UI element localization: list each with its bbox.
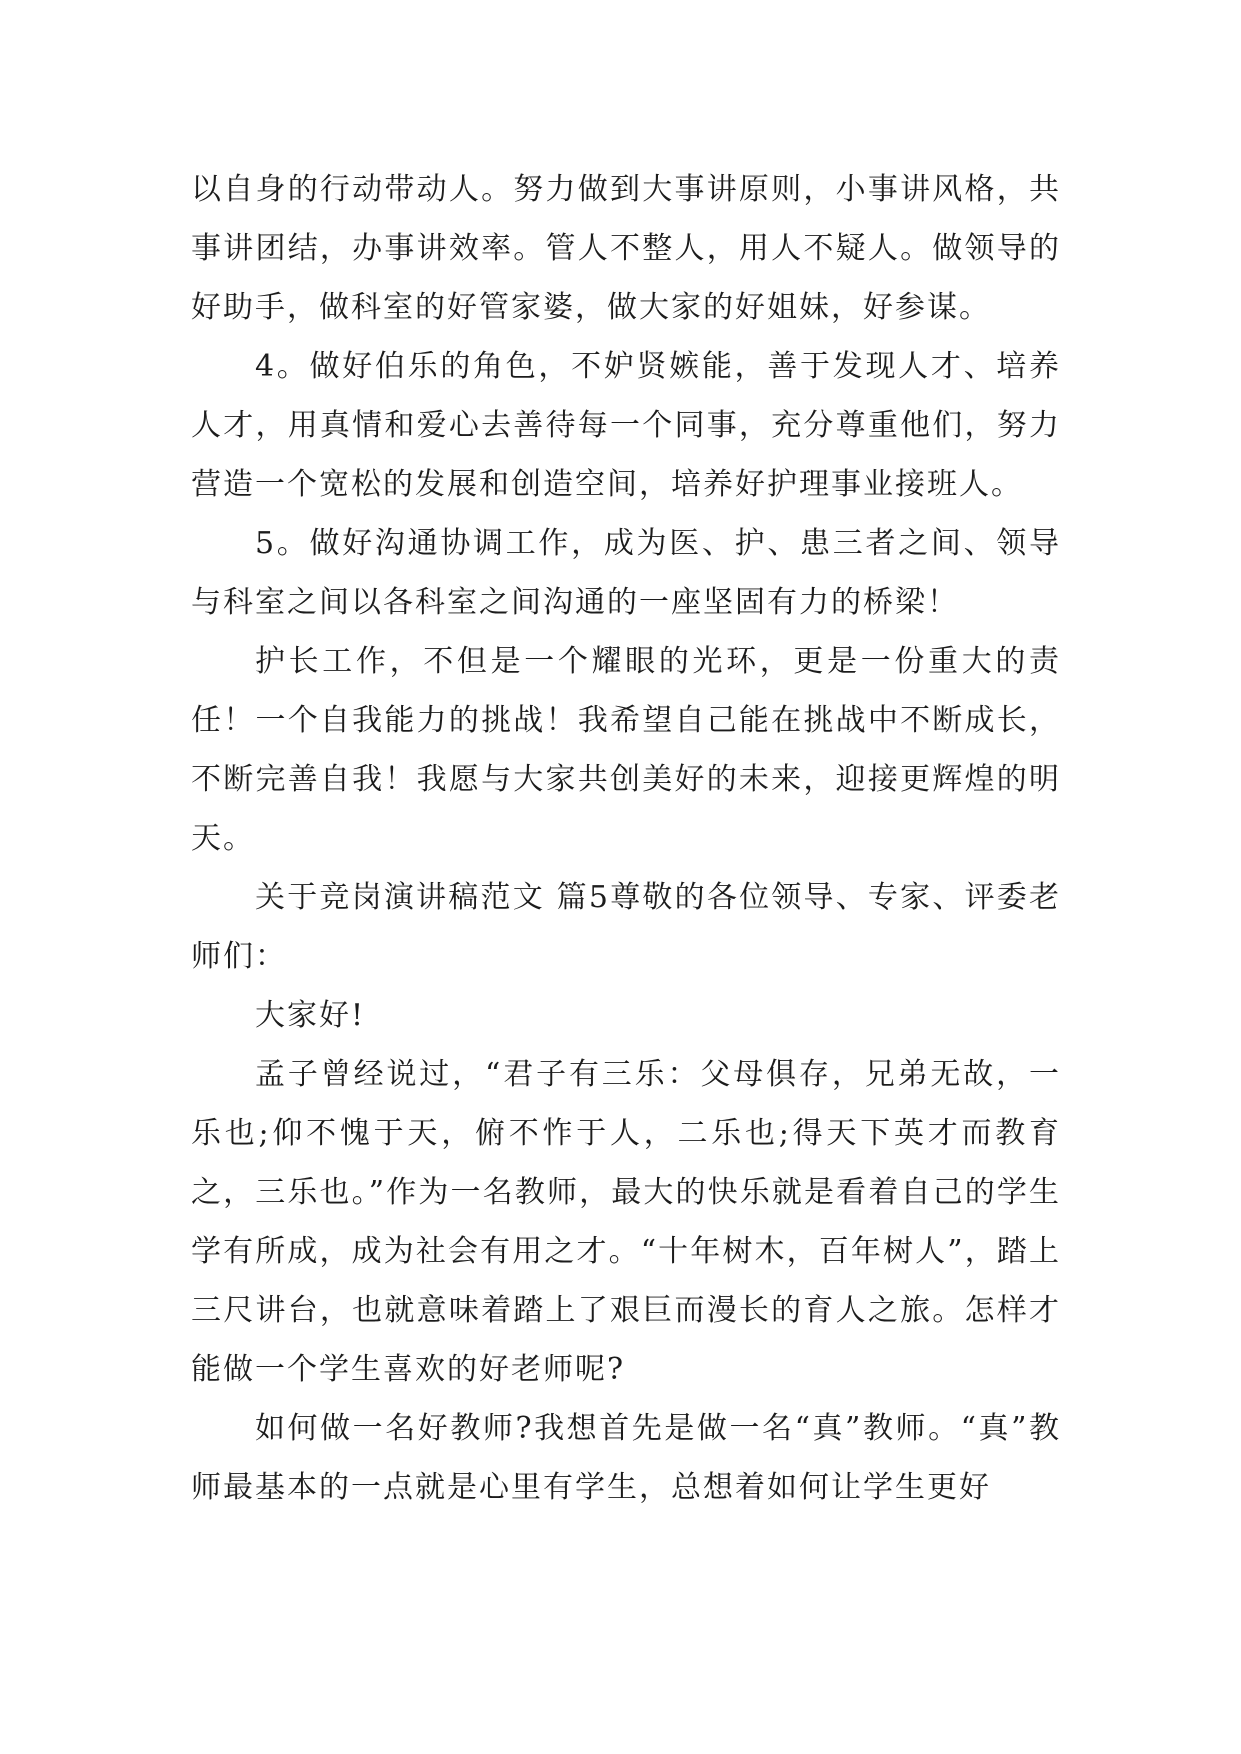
paragraph-head-nurse-conclusion: 护长工作，不但是一个耀眼的光环，更是一份重大的责任！一个自我能力的挑战！我希望自己能在挑战中不断成长，不断完善自我！我愿与大家共创美好的未来，迎接更辉煌的明天。	[191, 644, 1061, 856]
paragraph-point-4: 4。做好伯乐的角色，不妒贤嫉能，善于发现人才、培养人才，用真情和爱心去善待每一个同事，充分尊重他们，努力营造一个宽松的发展和创造空间，培养好护理事业接班人。	[191, 349, 1061, 502]
paragraph-mencius-quote: 孟子曾经说过，“君子有三乐：父母俱存，兄弟无故，一乐也;仰不愧于天，俯不怍于人，二乐也;得天下英才而教育之，三乐也。”作为一名教师，最大的快乐就是看着自己的学生学有所成，成为社会有用之才。“十年树木，百年树人”，踏上三尺讲台，也就意味着踏上了艰巨而漫长的育人之旅。怎样才能做一个学生喜欢的好老师呢?	[191, 1057, 1061, 1387]
paragraph-leadership-conduct: 以自身的行动带动人。努力做到大事讲原则，小事讲风格，共事讲团结，办事讲效率。管人不整人，用人不疑人。做领导的好助手，做科室的好管家婆，做大家的好姐妹，好参谋。	[191, 172, 1061, 325]
document-body	[191, 160, 1061, 1517]
paragraph-good-teacher: 如何做一名好教师?我想首先是做一名“真”教师。“真”教师最基本的一点就是心里有学生，总想着如何让学生更好	[191, 1411, 1061, 1505]
paragraph-point-5: 5。做好沟通协调工作，成为医、护、患三者之间、领导与科室之间以各科室之间沟通的一座坚固有力的桥梁！	[191, 526, 1061, 620]
paragraph-greeting: 大家好!	[255, 998, 366, 1033]
paragraph-speech-5-heading: 关于竞岗演讲稿范文 篇5尊敬的各位领导、专家、评委老师们：	[191, 880, 1061, 974]
